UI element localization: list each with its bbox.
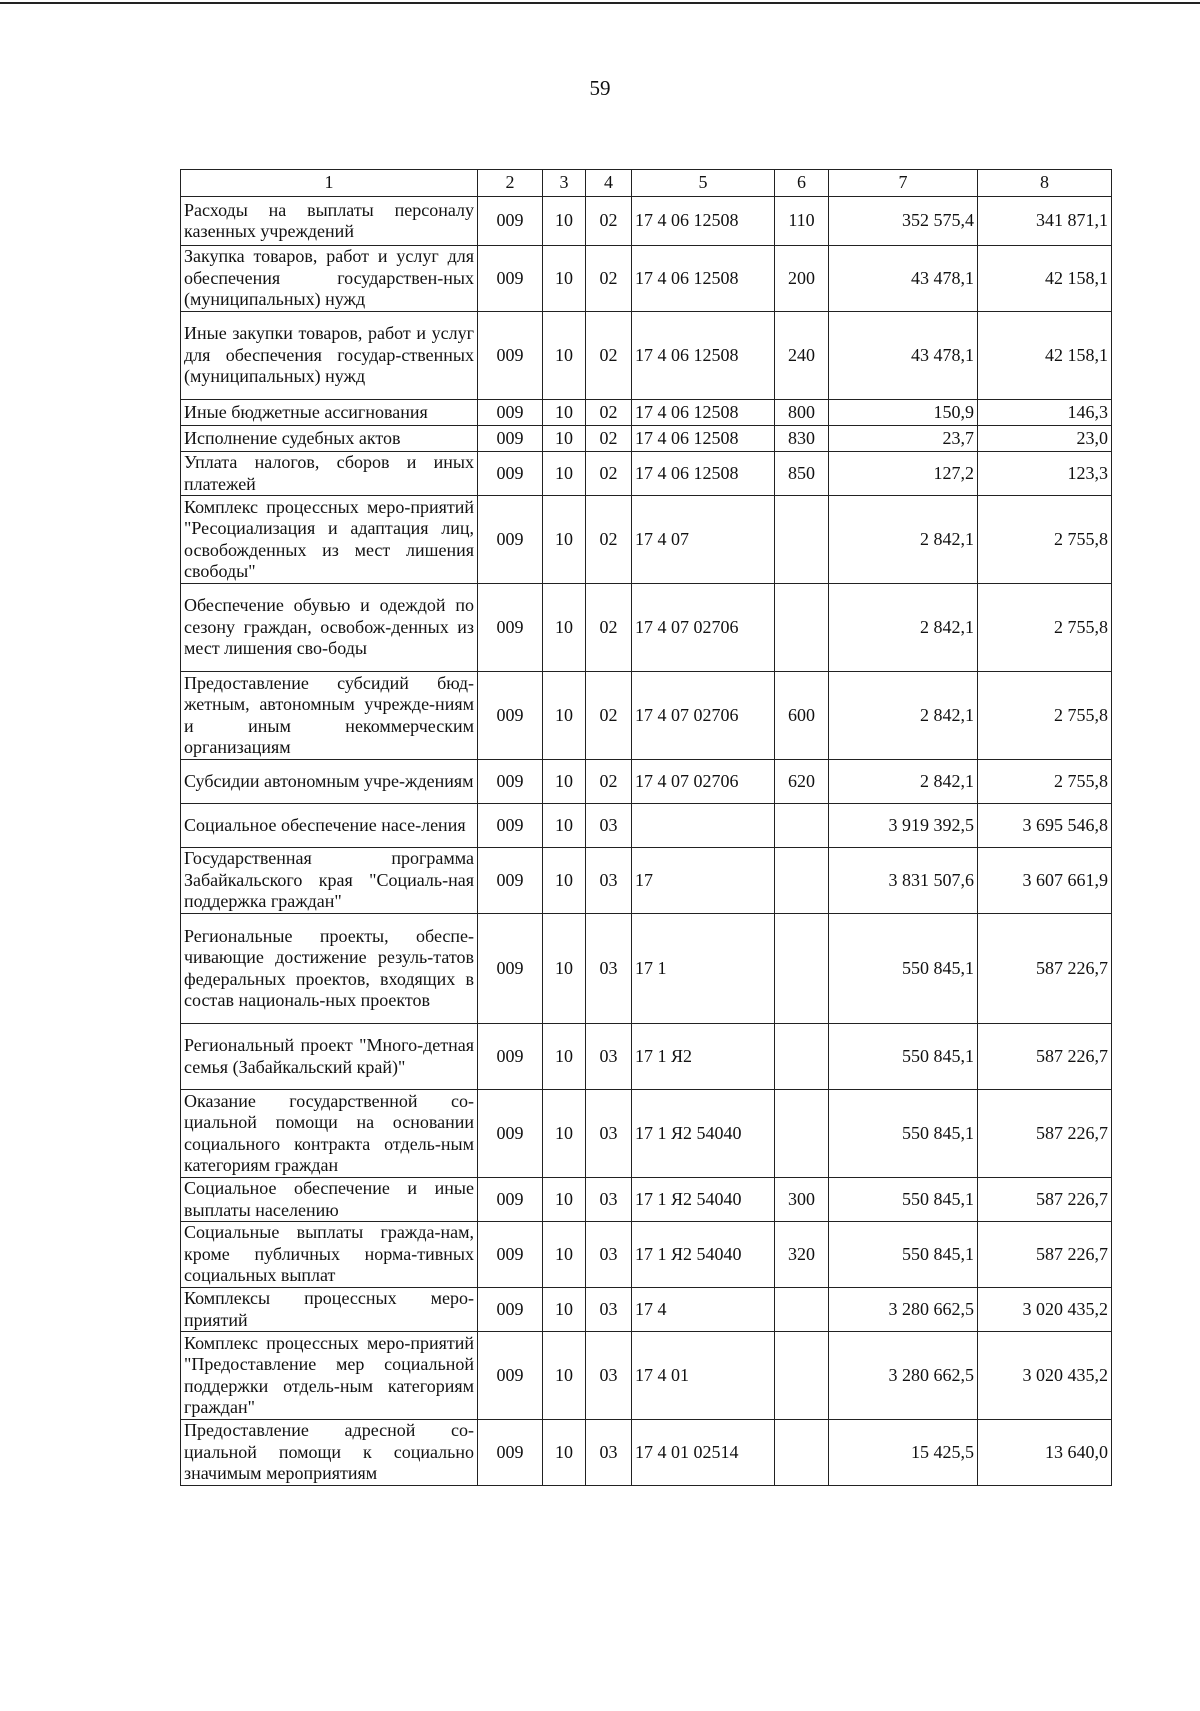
- subsection-code-cell: 03: [586, 1288, 632, 1332]
- table-row: [181, 1178, 1112, 1222]
- row-name-cell: Оказание государственной со-циальной помощи на основании социального контракта отдель-ным категориям граждан: [181, 1090, 478, 1178]
- expense-type-cell: 200: [775, 246, 829, 312]
- target-article-cell: 17 4 06 12508: [632, 452, 775, 496]
- amount-year2-cell: 146,3: [978, 400, 1112, 426]
- section-code-cell: 10: [543, 672, 586, 760]
- amount-year2-cell: 2 755,8: [978, 672, 1112, 760]
- expense-type-cell: [775, 1332, 829, 1420]
- table-row: [181, 496, 1112, 584]
- subsection-code-cell: 02: [586, 452, 632, 496]
- section-code-cell: 10: [543, 1024, 586, 1090]
- column-header: 4: [586, 170, 632, 197]
- amount-year2-cell: 587 226,7: [978, 1222, 1112, 1288]
- subsection-code-cell: 03: [586, 914, 632, 1024]
- subsection-code-cell: 02: [586, 246, 632, 312]
- target-article-cell: 17 4: [632, 1288, 775, 1332]
- target-article-cell: 17 1 Я2: [632, 1024, 775, 1090]
- section-code-cell: 10: [543, 452, 586, 496]
- target-article-cell: 17 4 06 12508: [632, 197, 775, 246]
- section-code-cell: 10: [543, 312, 586, 400]
- section-code-cell: 10: [543, 1222, 586, 1288]
- expense-type-cell: 300: [775, 1178, 829, 1222]
- subsection-code-cell: 02: [586, 584, 632, 672]
- ministry-code-cell: 009: [478, 312, 543, 400]
- amount-year1-cell: 550 845,1: [829, 914, 978, 1024]
- ministry-code-cell: 009: [478, 760, 543, 804]
- amount-year1-cell: 2 842,1: [829, 496, 978, 584]
- ministry-code-cell: 009: [478, 426, 543, 452]
- column-header: 2: [478, 170, 543, 197]
- section-code-cell: 10: [543, 1178, 586, 1222]
- section-code-cell: 10: [543, 1090, 586, 1178]
- target-article-cell: 17 4 06 12508: [632, 246, 775, 312]
- row-name-cell: Исполнение судебных актов: [181, 426, 478, 452]
- budget-table: [180, 169, 1112, 1486]
- amount-year2-cell: 23,0: [978, 426, 1112, 452]
- subsection-code-cell: 02: [586, 426, 632, 452]
- expense-type-cell: 240: [775, 312, 829, 400]
- table-row: [181, 452, 1112, 496]
- subsection-code-cell: 02: [586, 496, 632, 584]
- subsection-code-cell: 02: [586, 672, 632, 760]
- table-row: [181, 1332, 1112, 1420]
- amount-year1-cell: 550 845,1: [829, 1090, 978, 1178]
- row-name-cell: Иные бюджетные ассигнования: [181, 400, 478, 426]
- table-row: [181, 426, 1112, 452]
- section-code-cell: 10: [543, 760, 586, 804]
- row-name-cell: Государственная программа Забайкальского края "Социаль-ная поддержка граждан": [181, 848, 478, 914]
- amount-year2-cell: 3 020 435,2: [978, 1332, 1112, 1420]
- row-name-cell: Закупка товаров, работ и услуг для обеспечения государствен-ных (муниципальных) нужд: [181, 246, 478, 312]
- subsection-code-cell: 02: [586, 312, 632, 400]
- table-row: [181, 672, 1112, 760]
- amount-year1-cell: 23,7: [829, 426, 978, 452]
- expense-type-cell: [775, 1024, 829, 1090]
- target-article-cell: 17 4 07 02706: [632, 584, 775, 672]
- amount-year2-cell: 2 755,8: [978, 760, 1112, 804]
- expense-type-cell: 600: [775, 672, 829, 760]
- section-code-cell: 10: [543, 848, 586, 914]
- amount-year1-cell: 3 280 662,5: [829, 1288, 978, 1332]
- row-name-cell: Региональный проект "Много-детная семья (Забайкальский край)": [181, 1024, 478, 1090]
- section-code-cell: 10: [543, 426, 586, 452]
- table-row: [181, 246, 1112, 312]
- table-row: [181, 1024, 1112, 1090]
- subsection-code-cell: 03: [586, 1332, 632, 1420]
- amount-year1-cell: 15 425,5: [829, 1420, 978, 1486]
- amount-year1-cell: 43 478,1: [829, 246, 978, 312]
- row-name-cell: Расходы на выплаты персоналу казенных учреждений: [181, 197, 478, 246]
- expense-type-cell: [775, 584, 829, 672]
- ministry-code-cell: 009: [478, 672, 543, 760]
- row-name-cell: Региональные проекты, обеспе-чивающие достижение резуль-татов федеральных проектов, входящих в состав националь-ных проектов: [181, 914, 478, 1024]
- target-article-cell: 17 4 06 12508: [632, 400, 775, 426]
- row-name-cell: Предоставление субсидий бюд-жетным, автономным учрежде-ниям и иным некоммерческим организациям: [181, 672, 478, 760]
- amount-year1-cell: 2 842,1: [829, 760, 978, 804]
- target-article-cell: 17 4 07 02706: [632, 760, 775, 804]
- amount-year2-cell: 123,3: [978, 452, 1112, 496]
- ministry-code-cell: 009: [478, 400, 543, 426]
- table-row: [181, 760, 1112, 804]
- amount-year2-cell: 42 158,1: [978, 246, 1112, 312]
- amount-year1-cell: 550 845,1: [829, 1222, 978, 1288]
- amount-year2-cell: 3 020 435,2: [978, 1288, 1112, 1332]
- target-article-cell: 17 4 01: [632, 1332, 775, 1420]
- target-article-cell: 17 4 01 02514: [632, 1420, 775, 1486]
- section-code-cell: 10: [543, 914, 586, 1024]
- target-article-cell: 17 1 Я2 54040: [632, 1090, 775, 1178]
- amount-year2-cell: 587 226,7: [978, 1090, 1112, 1178]
- section-code-cell: 10: [543, 584, 586, 672]
- row-name-cell: Комплекс процессных меро-приятий "Ресоциализация и адаптация лиц, освобожденных из мест лишения свободы": [181, 496, 478, 584]
- amount-year1-cell: 127,2: [829, 452, 978, 496]
- expense-type-cell: [775, 848, 829, 914]
- ministry-code-cell: 009: [478, 1420, 543, 1486]
- expense-type-cell: 110: [775, 197, 829, 246]
- ministry-code-cell: 009: [478, 848, 543, 914]
- column-header: 6: [775, 170, 829, 197]
- amount-year2-cell: 587 226,7: [978, 1024, 1112, 1090]
- expense-type-cell: [775, 1288, 829, 1332]
- amount-year1-cell: 3 919 392,5: [829, 804, 978, 848]
- expense-type-cell: 320: [775, 1222, 829, 1288]
- subsection-code-cell: 03: [586, 848, 632, 914]
- row-name-cell: Комплексы процессных меро-приятий: [181, 1288, 478, 1332]
- row-name-cell: Социальные выплаты гражда-нам, кроме публичных норма-тивных социальных выплат: [181, 1222, 478, 1288]
- subsection-code-cell: 02: [586, 400, 632, 426]
- target-article-cell: 17 4 07: [632, 496, 775, 584]
- table-row: [181, 400, 1112, 426]
- row-name-cell: Обеспечение обувью и одеждой по сезону граждан, освобож-денных из мест лишения сво-боды: [181, 584, 478, 672]
- table-row: [181, 1090, 1112, 1178]
- amount-year1-cell: 150,9: [829, 400, 978, 426]
- amount-year2-cell: 13 640,0: [978, 1420, 1112, 1486]
- amount-year2-cell: 341 871,1: [978, 197, 1112, 246]
- amount-year2-cell: 2 755,8: [978, 584, 1112, 672]
- ministry-code-cell: 009: [478, 452, 543, 496]
- target-article-cell: 17 1 Я2 54040: [632, 1222, 775, 1288]
- amount-year1-cell: 43 478,1: [829, 312, 978, 400]
- amount-year2-cell: 2 755,8: [978, 496, 1112, 584]
- ministry-code-cell: 009: [478, 1024, 543, 1090]
- ministry-code-cell: 009: [478, 197, 543, 246]
- target-article-cell: 17 4 07 02706: [632, 672, 775, 760]
- subsection-code-cell: 03: [586, 1178, 632, 1222]
- ministry-code-cell: 009: [478, 914, 543, 1024]
- section-code-cell: 10: [543, 246, 586, 312]
- amount-year1-cell: 550 845,1: [829, 1178, 978, 1222]
- table-row: [181, 584, 1112, 672]
- top-rule: [0, 2, 1200, 4]
- section-code-cell: 10: [543, 804, 586, 848]
- page-number: 59: [589, 76, 611, 100]
- subsection-code-cell: 03: [586, 1222, 632, 1288]
- amount-year1-cell: 352 575,4: [829, 197, 978, 246]
- table-body: [181, 197, 1112, 1486]
- table-row: [181, 914, 1112, 1024]
- target-article-cell: 17: [632, 848, 775, 914]
- column-header: 1: [181, 170, 478, 197]
- subsection-code-cell: 02: [586, 197, 632, 246]
- column-header: 7: [829, 170, 978, 197]
- table-row: [181, 1288, 1112, 1332]
- expense-type-cell: 620: [775, 760, 829, 804]
- target-article-cell: 17 1: [632, 914, 775, 1024]
- ministry-code-cell: 009: [478, 246, 543, 312]
- amount-year1-cell: 550 845,1: [829, 1024, 978, 1090]
- column-header: 5: [632, 170, 775, 197]
- table-row: [181, 1420, 1112, 1486]
- ministry-code-cell: 009: [478, 1288, 543, 1332]
- table-row: [181, 804, 1112, 848]
- table-row: [181, 197, 1112, 246]
- subsection-code-cell: 03: [586, 1090, 632, 1178]
- expense-type-cell: [775, 804, 829, 848]
- row-name-cell: Социальное обеспечение насе-ления: [181, 804, 478, 848]
- table-row: [181, 312, 1112, 400]
- amount-year1-cell: 3 831 507,6: [829, 848, 978, 914]
- ministry-code-cell: 009: [478, 1090, 543, 1178]
- ministry-code-cell: 009: [478, 1222, 543, 1288]
- subsection-code-cell: 02: [586, 760, 632, 804]
- amount-year2-cell: 42 158,1: [978, 312, 1112, 400]
- table-row: [181, 1222, 1112, 1288]
- row-name-cell: Предоставление адресной со-циальной помощи к социально значимым мероприятиям: [181, 1420, 478, 1486]
- amount-year1-cell: 3 280 662,5: [829, 1332, 978, 1420]
- amount-year2-cell: 3 695 546,8: [978, 804, 1112, 848]
- target-article-cell: 17 1 Я2 54040: [632, 1178, 775, 1222]
- subsection-code-cell: 03: [586, 804, 632, 848]
- expense-type-cell: [775, 1420, 829, 1486]
- table-header: [181, 170, 1112, 197]
- amount-year2-cell: 3 607 661,9: [978, 848, 1112, 914]
- column-header: 3: [543, 170, 586, 197]
- amount-year2-cell: 587 226,7: [978, 1178, 1112, 1222]
- column-header: 8: [978, 170, 1112, 197]
- target-article-cell: [632, 804, 775, 848]
- expense-type-cell: 830: [775, 426, 829, 452]
- amount-year1-cell: 2 842,1: [829, 672, 978, 760]
- row-name-cell: Субсидии автономным учре-ждениям: [181, 760, 478, 804]
- section-code-cell: 10: [543, 400, 586, 426]
- expense-type-cell: [775, 496, 829, 584]
- amount-year2-cell: 587 226,7: [978, 914, 1112, 1024]
- target-article-cell: 17 4 06 12508: [632, 312, 775, 400]
- subsection-code-cell: 03: [586, 1420, 632, 1486]
- row-name-cell: Иные закупки товаров, работ и услуг для обеспечения государ-ственных (муниципальных) нужд: [181, 312, 478, 400]
- expense-type-cell: [775, 1090, 829, 1178]
- table-row: [181, 848, 1112, 914]
- row-name-cell: Социальное обеспечение и иные выплаты населению: [181, 1178, 478, 1222]
- ministry-code-cell: 009: [478, 584, 543, 672]
- expense-type-cell: 800: [775, 400, 829, 426]
- section-code-cell: 10: [543, 1420, 586, 1486]
- section-code-cell: 10: [543, 197, 586, 246]
- subsection-code-cell: 03: [586, 1024, 632, 1090]
- expense-type-cell: [775, 914, 829, 1024]
- row-name-cell: Уплата налогов, сборов и иных платежей: [181, 452, 478, 496]
- ministry-code-cell: 009: [478, 804, 543, 848]
- ministry-code-cell: 009: [478, 1178, 543, 1222]
- section-code-cell: 10: [543, 1332, 586, 1420]
- ministry-code-cell: 009: [478, 496, 543, 584]
- row-name-cell: Комплекс процессных меро-приятий "Предоставление мер социальной поддержки отдель-ным категориям граждан": [181, 1332, 478, 1420]
- amount-year1-cell: 2 842,1: [829, 584, 978, 672]
- ministry-code-cell: 009: [478, 1332, 543, 1420]
- section-code-cell: 10: [543, 496, 586, 584]
- header-row: [181, 170, 1112, 197]
- expense-type-cell: 850: [775, 452, 829, 496]
- target-article-cell: 17 4 06 12508: [632, 426, 775, 452]
- section-code-cell: 10: [543, 1288, 586, 1332]
